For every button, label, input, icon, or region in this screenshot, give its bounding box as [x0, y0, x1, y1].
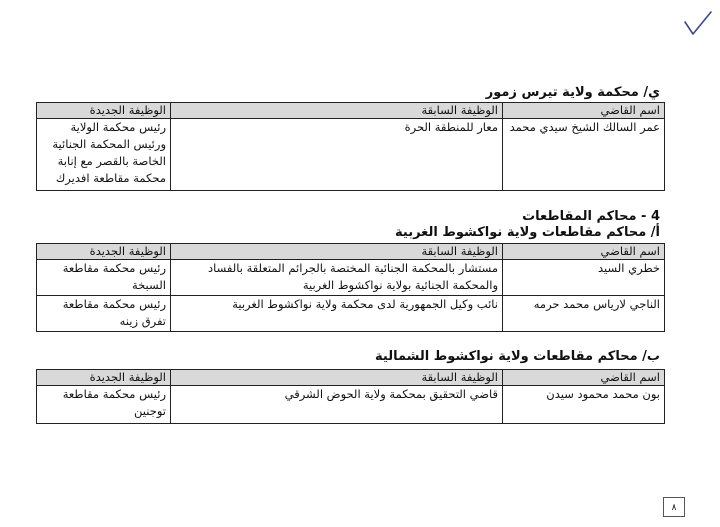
judges-table [36, 243, 665, 332]
cell-line: نائب وكيل الجمهورية لدى محكمة ولاية نواكشوط الغربية [232, 297, 498, 311]
judges-table [36, 102, 665, 191]
cell-previous [171, 386, 503, 424]
header-judge: اسم القاضي [503, 103, 665, 119]
cell-new [37, 260, 171, 296]
cell-judge: الناجي لارياس محمد حرمه [503, 296, 665, 332]
page-number: ٨ [663, 497, 685, 517]
cell-judge: بون محمد محمود سيدن [503, 386, 665, 424]
cell-previous [171, 260, 503, 296]
cell-new [37, 119, 171, 191]
cell-new [37, 386, 171, 424]
checkmark-icon [683, 10, 713, 36]
header-judge: اسم القاضي [503, 244, 665, 260]
cell-line: قاضي التحقيق بمحكمة ولاية الحوض الشرقي [284, 387, 498, 401]
section-title: ي/ محكمة ولاية تيرس زمور [485, 85, 660, 100]
section-title: ب/ محاكم مقاطعات ولاية نواكشوط الشمالية [375, 349, 660, 364]
header-new: الوظيفة الجديدة [37, 244, 171, 260]
section-title: أ/ محاكم مقاطعات ولاية نواكشوط الغربية [395, 225, 660, 240]
header-previous: الوظيفة السابقة [171, 244, 503, 260]
cell-line: الخاصة بالقصر مع إنابة [57, 154, 166, 168]
cell-line: والمحكمة الجنائية بولاية نواكشوط الغربية [302, 278, 498, 292]
header-new: الوظيفة الجديدة [37, 103, 171, 119]
cell-previous: معار للمنطقة الحرة [171, 119, 503, 191]
cell-line: رئيس محكمة مقاطعة [62, 387, 166, 401]
cell-line: مستشار بالمحكمة الجنائية المختصة بالجرائم المتعلقة بالفساد [208, 261, 498, 275]
cell-line: السبخة [131, 278, 166, 292]
header-new: الوظيفة الجديدة [37, 370, 171, 386]
cell-line: رئيس محكمة الولاية [70, 120, 166, 134]
cell-line: توجنين [134, 404, 166, 418]
judges-table [36, 369, 665, 424]
cell-previous [171, 296, 503, 332]
cell-line: رئيس محكمة مقاطعة [62, 297, 166, 311]
cell-judge: عمر السالك الشيخ سيدي محمد [503, 119, 665, 191]
cell-judge: خطري السيد [503, 260, 665, 296]
cell-line: تفرق زينه [119, 314, 166, 328]
cell-line: رئيس محكمة مقاطعة [62, 261, 166, 275]
header-judge: اسم القاضي [503, 370, 665, 386]
cell-line: ورئيس المحكمة الجنائية [52, 137, 166, 151]
cell-line: محكمة مقاطعة افديرك [55, 171, 166, 185]
header-previous: الوظيفة السابقة [171, 103, 503, 119]
cell-new [37, 296, 171, 332]
header-previous: الوظيفة السابقة [171, 370, 503, 386]
heading-district-courts: 4 - محاكم المقاطعات [522, 209, 660, 224]
